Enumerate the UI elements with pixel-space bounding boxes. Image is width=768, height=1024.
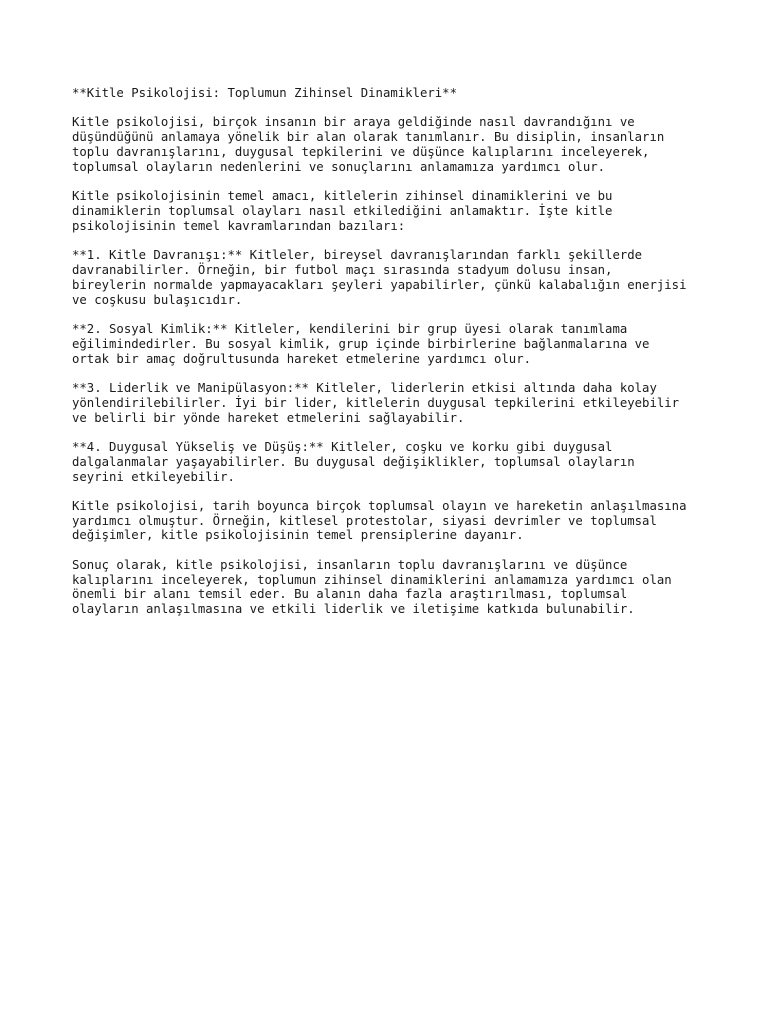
text-line: dinamiklerin toplumsal olayları nasıl etkilediğini anlamaktır. İşte kitle <box>72 203 613 218</box>
text-line: eğilimindedirler. Bu sosyal kimlik, grup içinde birbirlerine bağlanmalarına ve <box>72 336 650 351</box>
text-line: **2. Sosyal Kimlik:** Kitleler, kendilerini bir grup üyesi olarak tanımlama <box>72 321 628 336</box>
text-line: dalgalanmalar yaşayabilirler. Bu duygusal değişiklikler, toplumsal olayların <box>72 454 635 469</box>
paragraph-concept-4 <box>72 440 712 484</box>
text-line: **1. Kitle Davranışı:** Kitleler, bireysel davranışlarından farklı şekillerde <box>72 248 643 263</box>
text-line: toplumsal olayların nedenlerini ve sonuçlarını anlamamıza yardımcı olur. <box>72 159 606 174</box>
text-line: Kitle psikolojisinin temel amacı, kitlelerin zihinsel dinamiklerini ve bu <box>72 189 613 204</box>
text-line: bireylerin normalde yapmayacakları şeyleri yapabilirler, çünkü kalabalığın enerjisi <box>72 277 687 292</box>
text-line: Sonuç olarak, kitle psikolojisi, insanların toplu davranışlarını ve düşünce <box>72 557 628 572</box>
text-line: önemli bir alanı temsil eder. Bu alanın daha fazla araştırılması, toplumsal <box>72 587 628 602</box>
text-line: Kitle psikolojisi, tarih boyunca birçok toplumsal olayın ve hareketin anlaşılmasına <box>72 498 687 513</box>
text-line: Kitle psikolojisi, birçok insanın bir araya geldiğinde nasıl davrandığını ve <box>72 115 635 130</box>
text-line: kalıplarını inceleyerek, toplumun zihinsel dinamiklerini anlamamıza yardımcı olan <box>72 572 672 587</box>
text-line: düşündüğünü anlamaya yönelik bir alan olarak tanımlanır. Bu disiplin, insanların <box>72 130 665 145</box>
paragraph-concept-2 <box>72 322 712 366</box>
text-line: yardımcı olmuştur. Örneğin, kitlesel protestolar, siyasi devrimler ve toplumsal <box>72 513 657 528</box>
text-line: davranabilirler. Örneğin, bir futbol maçı sırasında stadyum dolusu insan, <box>72 262 613 277</box>
text-line: seyrini etkileyebilir. <box>72 469 235 484</box>
text-line: toplu davranışlarını, duygusal tepkilerini ve düşünce kalıplarını inceleyerek, <box>72 144 650 159</box>
text-line: ve belirli bir yönde hareket etmelerini sağlayabilir. <box>72 410 465 425</box>
text-line: değişimler, kitle psikolojisinin temel prensiplerine dayanır. <box>72 528 524 543</box>
text-line: yönlendirilebilirler. İyi bir lider, kitlelerin duygusal tepkilerini etkileyebilir <box>72 395 680 410</box>
text-line: ve coşkusu bulaşıcıdır. <box>72 292 243 307</box>
document-title <box>72 86 712 101</box>
paragraph-purpose <box>72 189 712 233</box>
text-line: **Kitle Psikolojisi: Toplumun Zihinsel Dinamikleri** <box>72 86 457 100</box>
document-body <box>72 86 712 632</box>
text-line: olayların anlaşılmasına ve etkili liderlik ve iletişime katkıda bulunabilir. <box>72 602 635 617</box>
text-line: **3. Liderlik ve Manipülasyon:** Kitleler, liderlerin etkisi altında daha kolay <box>72 380 657 395</box>
paragraph-history <box>72 499 712 543</box>
paragraph-concept-1 <box>72 248 712 307</box>
text-line: **4. Duygusal Yükseliş ve Düşüş:** Kitleler, coşku ve korku gibi duygusal <box>72 439 613 454</box>
paragraph-concept-3 <box>72 381 712 425</box>
paragraph-intro <box>72 115 712 174</box>
text-line: ortak bir amaç doğrultusunda hareket etmelerine yardımcı olur. <box>72 351 532 366</box>
text-line: psikolojisinin temel kavramlarından bazıları: <box>72 218 406 233</box>
paragraph-conclusion <box>72 558 712 617</box>
